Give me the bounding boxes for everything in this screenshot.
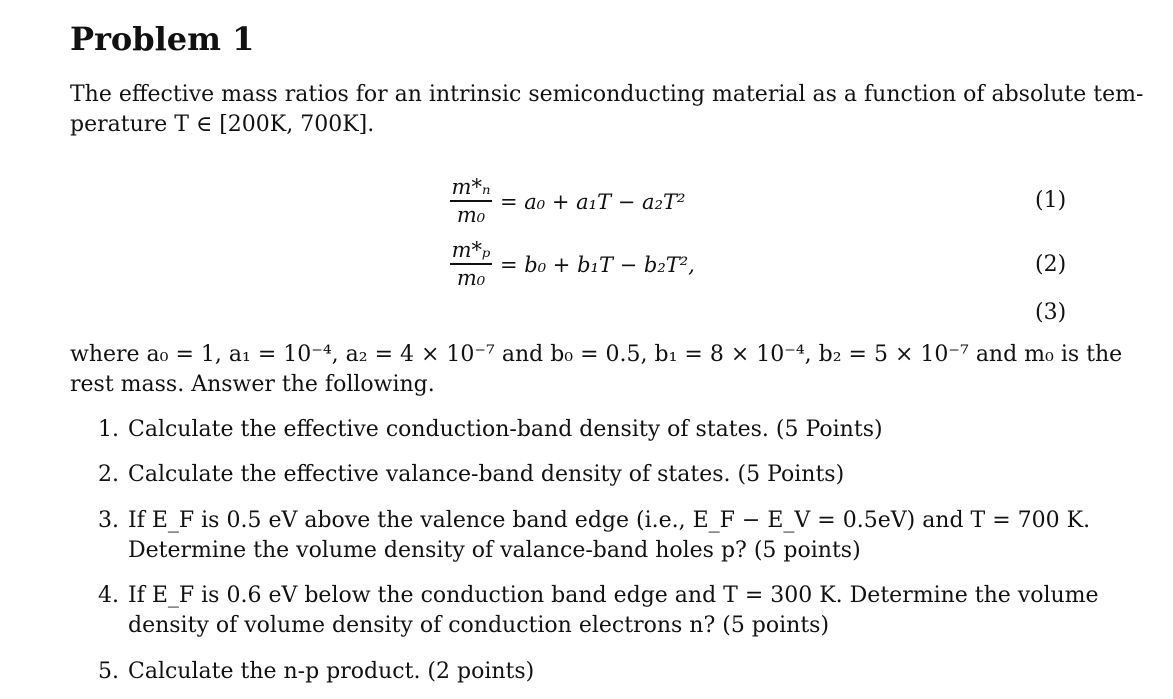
equation-1-rhs: = a₀ + a₁T − a₂T²: [500, 190, 686, 214]
fraction-bar: [450, 263, 492, 265]
equation-2-fraction: [450, 238, 492, 290]
question-text: Calculate the effective valance-band density of states. (5 Points): [128, 462, 845, 487]
question-5: [98, 657, 534, 687]
question-text-line-1: If E_F is 0.6 eV below the conduction band edge and T = 300 K. Determine the volume: [128, 583, 1099, 608]
equation-1-number: (1): [1035, 188, 1067, 213]
equation-2-numerator: m*ₚ: [451, 238, 491, 262]
equation-2-rhs: = b₀ + b₁T − b₂T²,: [500, 253, 695, 277]
question-number: 1.: [98, 417, 119, 442]
question-number: 4.: [98, 583, 119, 608]
equation-1-numerator: m*ₙ: [451, 175, 491, 199]
equation-2-denominator: m₀: [456, 265, 486, 290]
equation-1-fraction: [450, 175, 492, 227]
problem-title: Problem 1: [70, 20, 255, 58]
where-line-2: rest mass. Answer the following.: [70, 372, 435, 397]
question-text: Calculate the effective conduction-band density of states. (5 Points): [128, 417, 883, 442]
where-paragraph: [70, 340, 1122, 400]
question-number: 2.: [98, 462, 119, 487]
question-text-line-1: If E_F is 0.5 eV above the valence band edge (i.e., E_F − E_V = 0.5eV) and T = 700 K.: [128, 508, 1091, 533]
question-text: Calculate the n-p product. (2 points): [128, 659, 535, 684]
question-1: [98, 415, 883, 445]
fraction-bar: [450, 200, 492, 202]
intro-paragraph: [70, 80, 1143, 140]
question-4: [98, 581, 1099, 641]
equation-2-number: (2): [1035, 252, 1067, 277]
question-text-line-2: Determine the volume density of valance-band holes p? (5 points): [128, 538, 861, 563]
intro-line-1: The effective mass ratios for an intrinsic semiconducting material as a function of absolute tem-: [70, 82, 1144, 107]
question-2: [98, 460, 844, 490]
equation-1-denominator: m₀: [456, 202, 486, 227]
question-3: [98, 506, 1090, 566]
intro-line-2: perature T ∈ [200K, 700K].: [70, 112, 375, 137]
where-line-1: where a₀ = 1, a₁ = 10⁻⁴, a₂ = 4 × 10⁻⁷ and b₀ = 0.5, b₁ = 8 × 10⁻⁴, b₂ = 5 × 10⁻⁷ and m₀ is the: [70, 342, 1123, 367]
question-number: 5.: [98, 659, 119, 684]
equation-3-number: (3): [1035, 300, 1067, 325]
question-text-line-2: density of volume density of conduction electrons n? (5 points): [128, 613, 830, 638]
question-number: 3.: [98, 508, 119, 533]
